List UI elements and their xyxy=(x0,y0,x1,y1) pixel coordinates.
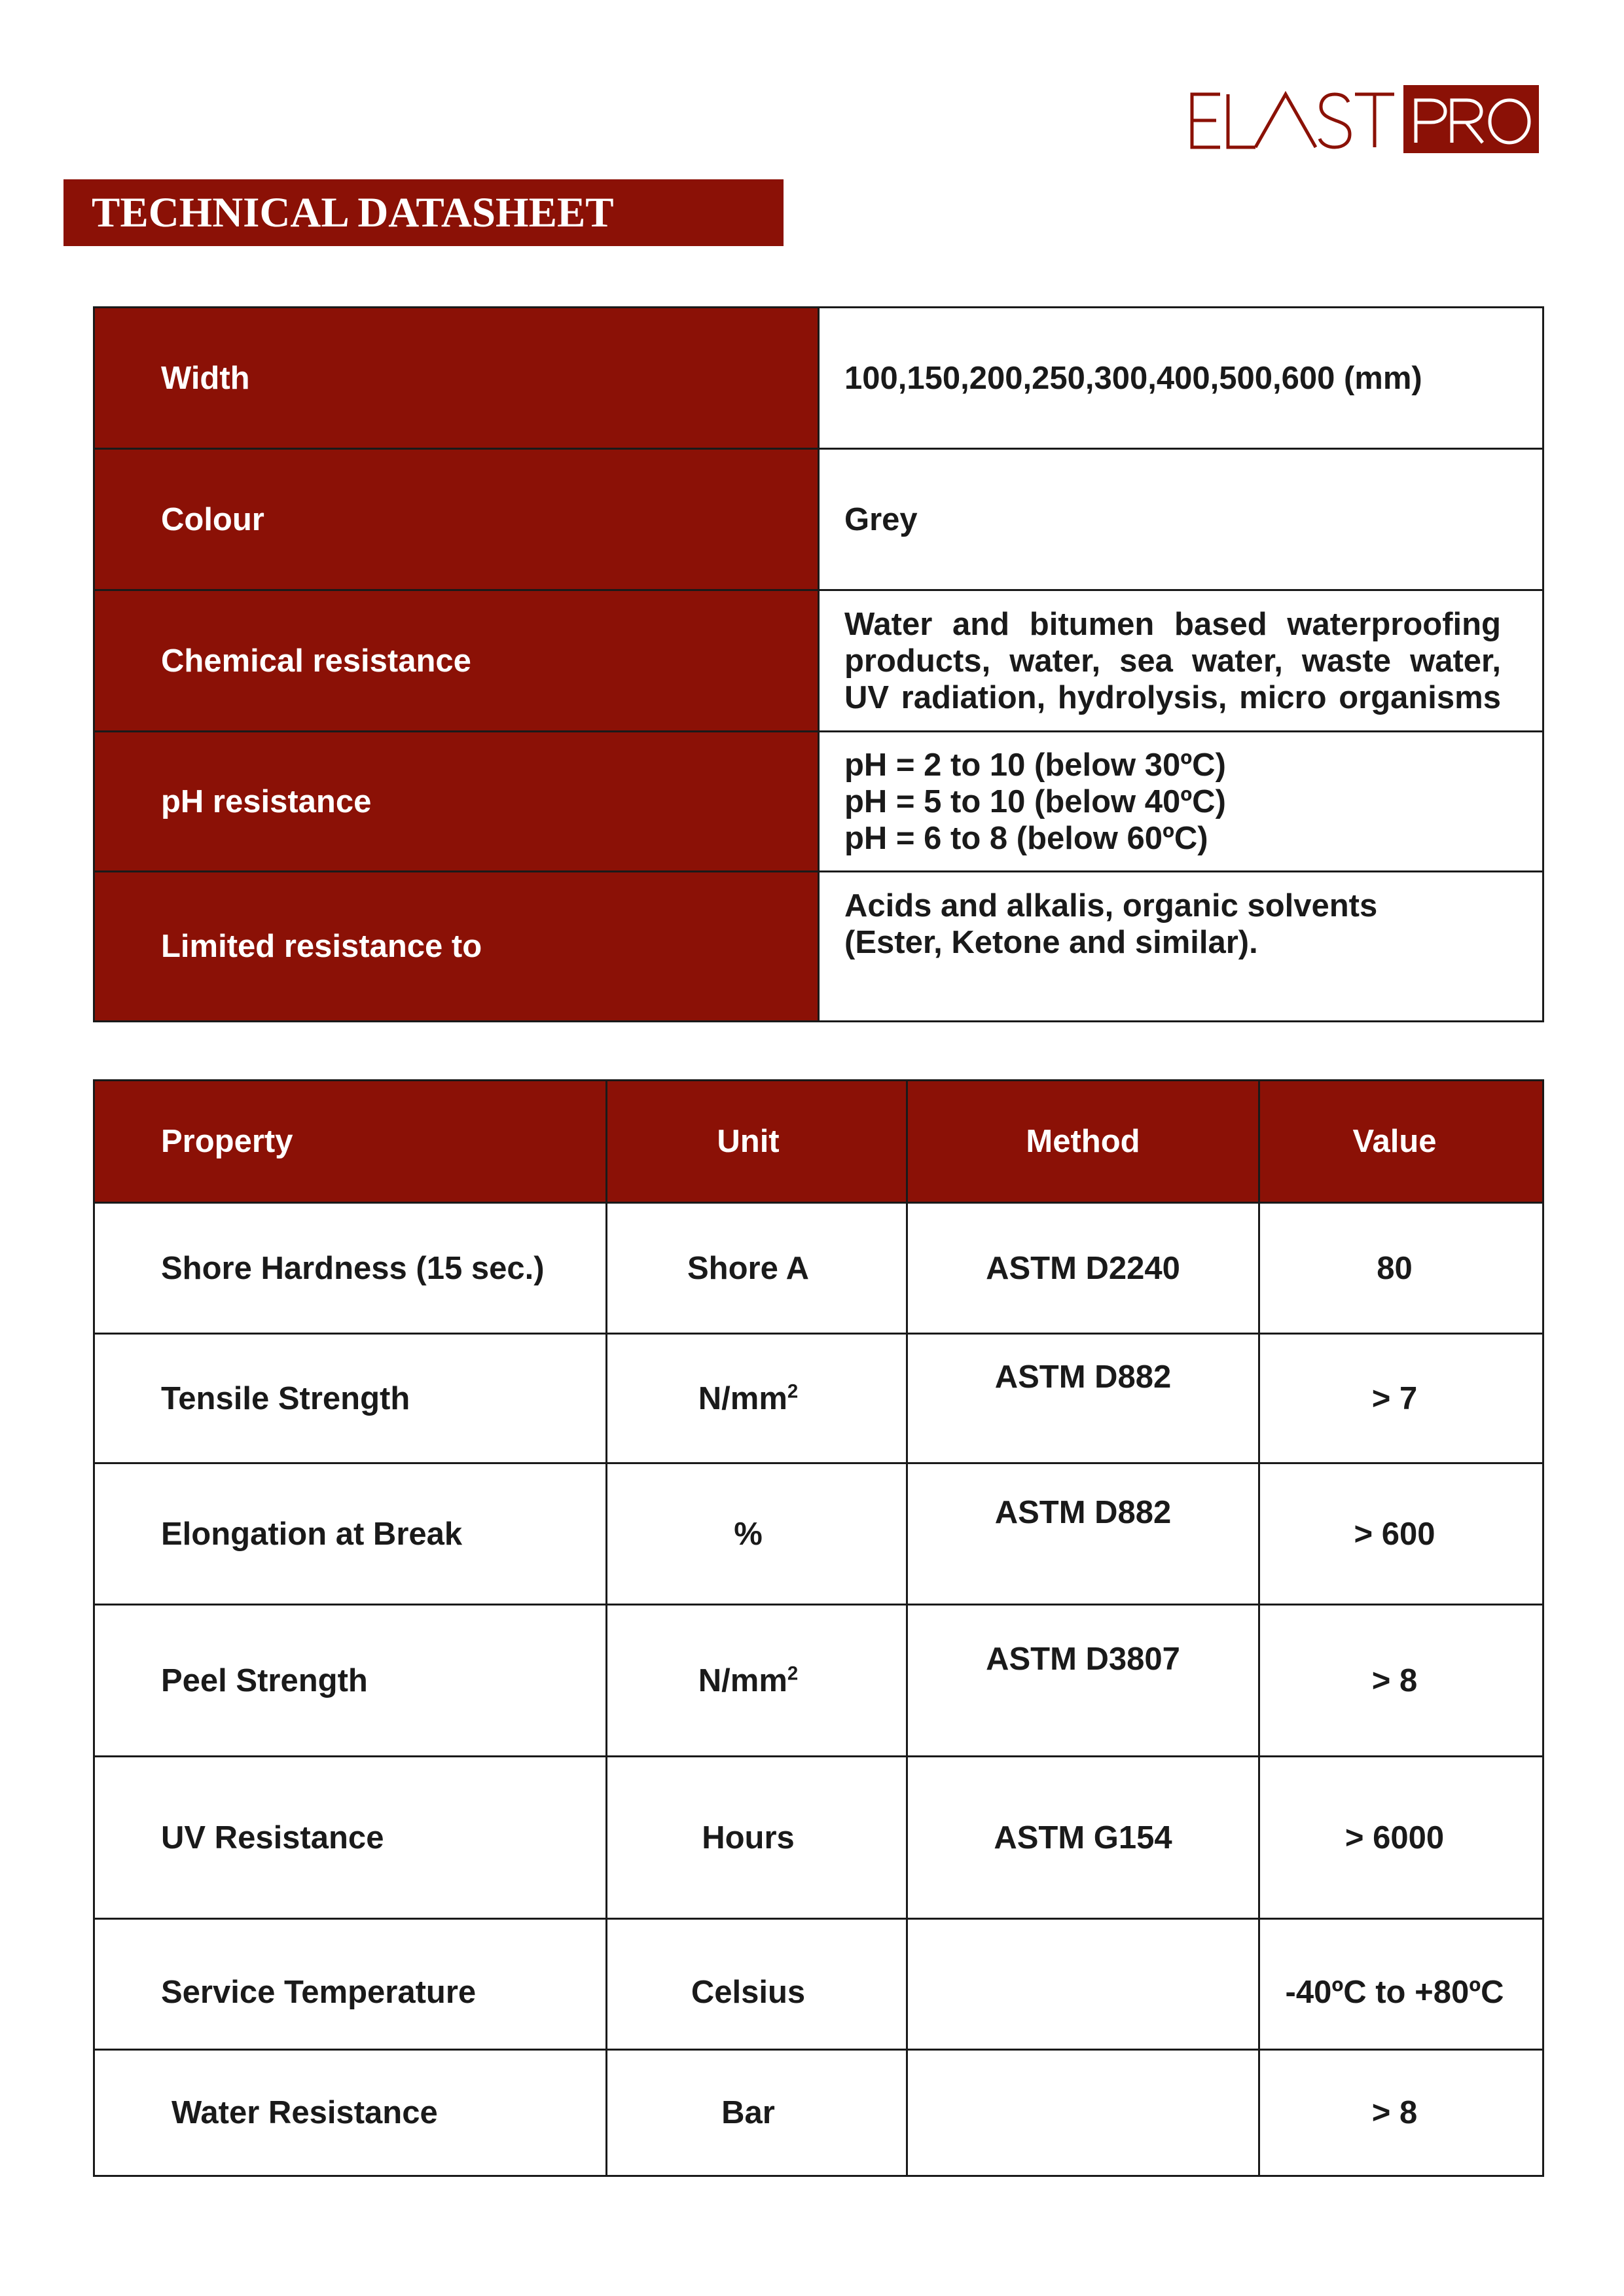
property-cell: Shore Hardness (15 sec.) xyxy=(94,1203,607,1334)
method-cell-empty xyxy=(907,1919,1259,2050)
value-cell: > 7 xyxy=(1259,1334,1543,1463)
header-method: Method xyxy=(907,1081,1259,1203)
spec-label: Colour xyxy=(94,449,819,590)
spec-row-limited-resistance xyxy=(94,872,1543,1022)
unit-cell: Hours xyxy=(607,1757,907,1919)
spec-value-line: pH = 5 to 10 (below 40ºC) xyxy=(844,783,1226,819)
unit-cell: Shore A xyxy=(607,1203,907,1334)
method-cell: ASTM G154 xyxy=(907,1757,1259,1919)
unit-cell xyxy=(607,1605,907,1757)
value-cell: > 8 xyxy=(1259,1605,1543,1757)
unit-cell: Celsius xyxy=(607,1919,907,2050)
table-row xyxy=(94,1203,1543,1334)
value-cell: > 600 xyxy=(1259,1463,1543,1605)
method-cell xyxy=(907,1334,1259,1463)
method-text: ASTM D882 xyxy=(994,1494,1172,1530)
page-title: TECHNICAL DATASHEET xyxy=(92,188,614,236)
method-cell xyxy=(907,1605,1259,1757)
spec-value-line: Grey xyxy=(844,501,918,537)
spec-label: Width xyxy=(94,308,819,449)
spec-value-line: Acids and alkalis, organic solvents xyxy=(844,888,1378,924)
logo-letter-a xyxy=(1255,94,1316,147)
properties-table xyxy=(93,1079,1544,2177)
property-cell: Tensile Strength xyxy=(94,1334,607,1463)
header-property: Property xyxy=(94,1081,607,1203)
logo-wordmark xyxy=(1192,94,1394,147)
table-row xyxy=(94,1757,1543,1919)
header-unit: Unit xyxy=(607,1081,907,1203)
header-value: Value xyxy=(1259,1081,1543,1203)
table-row xyxy=(94,1919,1543,2050)
properties-header-row xyxy=(94,1081,1543,1203)
property-cell: UV Resistance xyxy=(94,1757,607,1919)
unit-cell: % xyxy=(607,1463,907,1605)
spec-label: Limited resistance to xyxy=(94,872,819,1022)
elastpro-logo xyxy=(1190,85,1539,153)
spec-value-line: pH = 6 to 8 (below 60ºC) xyxy=(844,820,1208,856)
spec-value xyxy=(819,449,1543,590)
spec-value xyxy=(819,732,1543,872)
unit-cell: Bar xyxy=(607,2050,907,2176)
spec-row-colour xyxy=(94,449,1543,590)
value-cell: > 8 xyxy=(1259,2050,1543,2176)
spec-value xyxy=(819,590,1543,732)
spec-value-line: (Ester, Ketone and similar). xyxy=(844,925,1258,960)
property-cell: Peel Strength xyxy=(94,1605,607,1757)
spec-value-line: 100,150,200,250,300,400,500,600 (mm) xyxy=(844,360,1422,396)
spec-value-line: Water and bitumen based waterproofing xyxy=(844,606,1501,642)
logo-letter-l xyxy=(1228,94,1255,147)
spec-row-chemical-resistance xyxy=(94,590,1543,732)
title-banner xyxy=(63,179,784,246)
spec-value-line: UV radiation, hydrolysis, micro organisms xyxy=(844,679,1501,715)
table-row xyxy=(94,2050,1543,2176)
table-row xyxy=(94,1463,1543,1605)
logo-graphic xyxy=(1190,85,1539,153)
property-cell: Water Resistance xyxy=(94,2050,607,2176)
unit-superscript: 2 xyxy=(787,1662,799,1684)
spec-label: pH resistance xyxy=(94,732,819,872)
spec-value-line: products, water, sea water, waste water, xyxy=(844,643,1501,679)
unit-text: N/mm xyxy=(698,1662,787,1698)
method-cell: ASTM D2240 xyxy=(907,1203,1259,1334)
table-row xyxy=(94,1605,1543,1757)
property-cell: Elongation at Break xyxy=(94,1463,607,1605)
logo-letter-s xyxy=(1320,94,1350,147)
spec-row-width xyxy=(94,308,1543,449)
unit-text: N/mm xyxy=(698,1380,787,1416)
spec-value xyxy=(819,872,1543,1022)
spec-value xyxy=(819,308,1543,449)
property-cell: Service Temperature xyxy=(94,1919,607,2050)
logo-letter-e xyxy=(1192,94,1220,147)
spec-row-ph-resistance xyxy=(94,732,1543,872)
logo-badge xyxy=(1403,85,1539,153)
unit-cell xyxy=(607,1334,907,1463)
value-cell: 80 xyxy=(1259,1203,1543,1334)
method-cell xyxy=(907,1463,1259,1605)
method-text: ASTM D3807 xyxy=(986,1641,1180,1677)
spec-label: Chemical resistance xyxy=(94,590,819,732)
method-cell-empty xyxy=(907,2050,1259,2176)
value-cell: -40ºC to +80ºC xyxy=(1259,1919,1543,2050)
logo-letter-t xyxy=(1355,94,1394,147)
spec-value-line: pH = 2 to 10 (below 30ºC) xyxy=(844,747,1226,783)
value-cell: > 6000 xyxy=(1259,1757,1543,1919)
table-row xyxy=(94,1334,1543,1463)
unit-superscript: 2 xyxy=(787,1380,799,1402)
spec-table xyxy=(93,306,1544,1022)
method-text: ASTM D882 xyxy=(994,1359,1172,1395)
